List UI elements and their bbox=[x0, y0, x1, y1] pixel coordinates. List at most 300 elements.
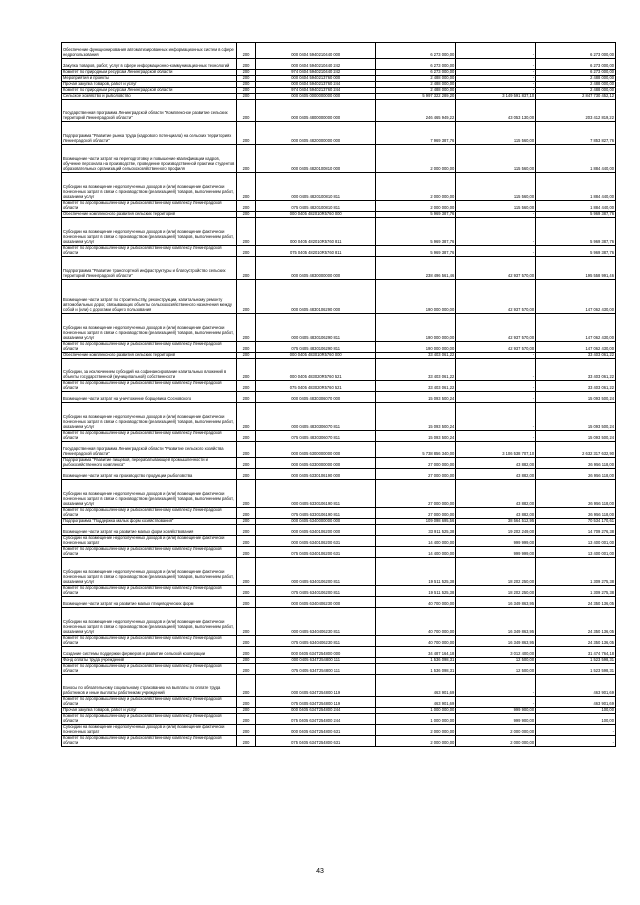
row-approved-amount: 27 000 000,00 bbox=[376, 508, 456, 519]
row-unexecuted-amount: 1 884 440,00 bbox=[536, 201, 616, 212]
row-approved-amount: 33 403 061,22 bbox=[376, 353, 456, 359]
table-row bbox=[62, 201, 616, 212]
row-approved-amount: 190 000 000,00 bbox=[376, 280, 456, 314]
row-unexecuted-amount: - bbox=[536, 736, 616, 747]
row-name: Подпрограмма "Поддержка малых форм хозяйствования" bbox=[62, 519, 237, 525]
row-budget-code: 000 0404 5940213760 000 bbox=[256, 76, 376, 82]
row-budget-code: 000 0405 4830306070 811 bbox=[256, 403, 376, 431]
row-executed-amount: 115 560,00 bbox=[456, 173, 536, 201]
row-approved-amount: 15 093 500,24 bbox=[376, 403, 456, 431]
row-approved-amount: 27 000 000,00 bbox=[376, 480, 456, 508]
row-approved-amount: 27 000 000,00 bbox=[376, 458, 456, 469]
row-unexecuted-amount: 1 523 598,31 bbox=[536, 664, 616, 675]
table-row bbox=[62, 675, 616, 697]
table-row bbox=[62, 88, 616, 94]
row-unexecuted-amount: 26 956 118,00 bbox=[536, 508, 616, 519]
row-name: Сельское хозяйство и рыболовство bbox=[62, 94, 237, 100]
row-line-code: 200 bbox=[236, 76, 255, 82]
row-unexecuted-amount: 15 093 500,24 bbox=[536, 403, 616, 431]
table-row bbox=[62, 145, 616, 173]
row-executed-amount: 115 560,00 bbox=[456, 201, 536, 212]
table-row bbox=[62, 442, 616, 458]
row-unexecuted-amount: 1 884 440,00 bbox=[536, 145, 616, 173]
table-row bbox=[62, 342, 616, 353]
row-name: Субсидии на возмещение недополученных доходов и (или) возмещение фактически понесенных затрат в связи с производством (реализацией) товаров, выполнением работ, оказанием услуг bbox=[62, 173, 237, 201]
row-name: Комитет по агропромышленному и рыбохозяйственному комплексу Ленинградской области bbox=[62, 736, 237, 747]
row-line-code: 200 bbox=[236, 201, 255, 212]
row-line-code: 200 bbox=[236, 342, 255, 353]
table-row bbox=[62, 725, 616, 736]
row-budget-code: 075 0405 483020R5760 521 bbox=[256, 381, 376, 392]
table-row bbox=[62, 353, 616, 359]
row-unexecuted-amount: 463 901,69 bbox=[536, 697, 616, 708]
row-unexecuted-amount: 2 632 317 632,90 bbox=[536, 442, 616, 458]
row-unexecuted-amount: 26 956 118,00 bbox=[536, 480, 616, 508]
row-executed-amount: 43 882,00 bbox=[456, 508, 536, 519]
row-unexecuted-amount: 147 062 430,00 bbox=[536, 342, 616, 353]
row-unexecuted-amount: 203 412 819,22 bbox=[536, 100, 616, 122]
row-executed-amount: - bbox=[456, 403, 536, 431]
row-executed-amount: 2 000 000,00 bbox=[456, 736, 536, 747]
row-line-code: 200 bbox=[236, 59, 255, 70]
row-approved-amount: 14 400 000,00 bbox=[376, 547, 456, 558]
row-approved-amount: 190 000 000,00 bbox=[376, 314, 456, 342]
row-executed-amount: - bbox=[456, 212, 536, 218]
row-unexecuted-amount: 6 273 000,00 bbox=[536, 43, 616, 59]
row-line-code: 200 bbox=[236, 547, 255, 558]
row-approved-amount: 5 969 387,76 bbox=[376, 218, 456, 246]
row-line-code: 200 bbox=[236, 519, 255, 525]
row-budget-code: 000 0404 5940213760 244 bbox=[256, 82, 376, 88]
table-row bbox=[62, 122, 616, 145]
row-budget-code: 075 0405 634T254800 119 bbox=[256, 697, 376, 708]
row-budget-code: 000 0405 634T254800 111 bbox=[256, 658, 376, 664]
table-row bbox=[62, 100, 616, 122]
row-budget-code: 000 0405 6340406230 811 bbox=[256, 608, 376, 636]
row-name: Комитет по природным ресурсам Ленинградской области bbox=[62, 88, 237, 94]
row-executed-amount: - bbox=[456, 70, 536, 76]
row-executed-amount: 999 999,00 bbox=[456, 547, 536, 558]
row-unexecuted-amount: 2 847 730 452,12 bbox=[536, 94, 616, 100]
table-row bbox=[62, 525, 616, 536]
row-line-code: 200 bbox=[236, 508, 255, 519]
table-row bbox=[62, 647, 616, 658]
row-line-code: 200 bbox=[236, 392, 255, 403]
row-executed-amount: - bbox=[456, 76, 536, 82]
row-budget-code: 000 0405 482010R5760 000 bbox=[256, 212, 376, 218]
table-row bbox=[62, 43, 616, 59]
row-executed-amount: 115 560,00 bbox=[456, 122, 536, 145]
row-unexecuted-amount: 33 403 061,22 bbox=[536, 353, 616, 359]
table-row bbox=[62, 597, 616, 608]
table-row bbox=[62, 547, 616, 558]
row-approved-amount: 40 700 000,00 bbox=[376, 597, 456, 608]
row-unexecuted-amount: 33 403 061,22 bbox=[536, 381, 616, 392]
row-name: Государственная программа Ленинградской области "Комплексное развитие сельских территорий Ленинградской области" bbox=[62, 100, 237, 122]
table-row bbox=[62, 558, 616, 586]
row-name: Комитет по агропромышленному и рыбохозяйственному комплексу Ленинградской области bbox=[62, 246, 237, 257]
row-approved-amount: 2 488 000,00 bbox=[376, 88, 456, 94]
row-budget-code: 075 0405 4830106290 811 bbox=[256, 342, 376, 353]
row-line-code: 200 bbox=[236, 675, 255, 697]
row-approved-amount: 33 911 525,38 bbox=[376, 525, 456, 536]
row-unexecuted-amount: 70 534 170,61 bbox=[536, 519, 616, 525]
row-executed-amount: - bbox=[456, 675, 536, 697]
row-executed-amount: 38 564 512,95 bbox=[456, 519, 536, 525]
row-budget-code: 000 0405 6340106200 631 bbox=[256, 536, 376, 547]
row-approved-amount: 33 403 061,22 bbox=[376, 359, 456, 381]
table-row bbox=[62, 586, 616, 597]
row-approved-amount: 1 536 098,31 bbox=[376, 658, 456, 664]
row-executed-amount: 18 202 250,00 bbox=[456, 586, 536, 597]
row-unexecuted-amount: - bbox=[536, 725, 616, 736]
row-budget-code: 000 0405 482010R5760 811 bbox=[256, 218, 376, 246]
row-budget-code: 000 0405 6340106200 811 bbox=[256, 558, 376, 586]
row-unexecuted-amount: 14 709 276,38 bbox=[536, 525, 616, 536]
row-executed-amount: - bbox=[456, 82, 536, 88]
row-executed-amount: 43 053 130,00 bbox=[456, 100, 536, 122]
table-row bbox=[62, 480, 616, 508]
table-row bbox=[62, 608, 616, 636]
table-row bbox=[62, 536, 616, 547]
table-row bbox=[62, 246, 616, 257]
table-row bbox=[62, 280, 616, 314]
row-line-code: 200 bbox=[236, 403, 255, 431]
table-row bbox=[62, 664, 616, 675]
row-executed-amount: 16 349 863,95 bbox=[456, 608, 536, 636]
row-unexecuted-amount: 26 956 118,00 bbox=[536, 469, 616, 480]
row-line-code: 200 bbox=[236, 608, 255, 636]
table-row bbox=[62, 403, 616, 431]
row-unexecuted-amount: 147 062 430,00 bbox=[536, 280, 616, 314]
row-unexecuted-amount: 6 273 000,00 bbox=[536, 59, 616, 70]
row-line-code: 200 bbox=[236, 708, 255, 714]
budget-report-page bbox=[61, 42, 616, 747]
row-executed-amount: 999 999,00 bbox=[456, 536, 536, 547]
row-approved-amount: 6 273 000,00 bbox=[376, 59, 456, 70]
row-executed-amount: 999 900,00 bbox=[456, 714, 536, 725]
table-body bbox=[62, 43, 616, 747]
row-name: Подпрограмма "Развитие транспортной инфраструктуры и благоустройство сельских территорий Ленинградской области" bbox=[62, 257, 237, 280]
table-row bbox=[62, 431, 616, 442]
table-row bbox=[62, 458, 616, 469]
row-budget-code: 000 0405 0000000000 000 bbox=[256, 94, 376, 100]
row-name: Комитет по агропромышленному и рыбохозяйственному комплексу Ленинградской области bbox=[62, 636, 237, 647]
row-name: Возмещение части затрат на переподготовку и повышение квалификации кадров, обучение персонала на производстве, проведение производственной практики студентов образовательных организаций сельскохозяйственного профиля bbox=[62, 145, 237, 173]
row-line-code: 200 bbox=[236, 469, 255, 480]
row-budget-code: 000 0405 4820100810 811 bbox=[256, 173, 376, 201]
row-approved-amount: 5 997 322 289,20 bbox=[376, 94, 456, 100]
row-budget-code: 000 0405 483020R5760 521 bbox=[256, 359, 376, 381]
table-row bbox=[62, 636, 616, 647]
row-name: Комитет по природным ресурсам Ленинградской области bbox=[62, 70, 237, 76]
row-budget-code: 000 0405 634T254800 631 bbox=[256, 725, 376, 736]
row-line-code: 200 bbox=[236, 647, 255, 658]
row-line-code: 200 bbox=[236, 458, 255, 469]
row-executed-amount: 999 900,00 bbox=[456, 708, 536, 714]
row-line-code: 200 bbox=[236, 558, 255, 586]
row-line-code: 200 bbox=[236, 725, 255, 736]
row-budget-code: 000 0405 4830106290 811 bbox=[256, 314, 376, 342]
row-unexecuted-amount: 24 350 136,05 bbox=[536, 597, 616, 608]
row-name: Прочая закупка товаров, работ и услуг bbox=[62, 708, 237, 714]
row-name: Комитет по агропромышленному и рыбохозяйственному комплексу Ленинградской области bbox=[62, 508, 237, 519]
row-line-code: 200 bbox=[236, 314, 255, 342]
row-executed-amount: - bbox=[456, 88, 536, 94]
table-row bbox=[62, 257, 616, 280]
row-budget-code: 000 0405 6300000000 000 bbox=[256, 442, 376, 458]
row-executed-amount: 3 149 591 837,10 bbox=[456, 94, 536, 100]
row-line-code: 200 bbox=[236, 246, 255, 257]
row-budget-code: 000 0405 634T254800 119 bbox=[256, 675, 376, 697]
table-row bbox=[62, 381, 616, 392]
row-approved-amount: 5 969 387,76 bbox=[376, 246, 456, 257]
row-line-code: 200 bbox=[236, 212, 255, 218]
row-budget-code: 075 0405 6340406230 811 bbox=[256, 636, 376, 647]
row-budget-code: 974 0404 5940213760 244 bbox=[256, 88, 376, 94]
row-executed-amount: 18 202 250,00 bbox=[456, 558, 536, 586]
row-line-code: 200 bbox=[236, 100, 255, 122]
row-approved-amount: 1 000 000,00 bbox=[376, 714, 456, 725]
row-line-code: 200 bbox=[236, 280, 255, 314]
row-unexecuted-amount: 1 309 275,38 bbox=[536, 558, 616, 586]
row-unexecuted-amount: 1 884 440,00 bbox=[536, 173, 616, 201]
row-unexecuted-amount: 147 062 430,00 bbox=[536, 314, 616, 342]
row-executed-amount: - bbox=[456, 359, 536, 381]
row-line-code: 200 bbox=[236, 359, 255, 381]
row-budget-code: 075 0405 634T254800 111 bbox=[256, 664, 376, 675]
row-unexecuted-amount: 13 400 001,00 bbox=[536, 536, 616, 547]
row-name: Обеспечение комплексного развития сельских территорий bbox=[62, 212, 237, 218]
row-unexecuted-amount: 463 901,69 bbox=[536, 675, 616, 697]
row-approved-amount: 463 901,69 bbox=[376, 697, 456, 708]
row-executed-amount: 2 000 000,00 bbox=[456, 725, 536, 736]
row-approved-amount: 15 093 500,24 bbox=[376, 431, 456, 442]
row-line-code: 200 bbox=[236, 736, 255, 747]
row-executed-amount: - bbox=[456, 59, 536, 70]
row-unexecuted-amount: 13 400 001,00 bbox=[536, 547, 616, 558]
row-approved-amount: 190 000 000,00 bbox=[376, 342, 456, 353]
row-name: Возмещение части затрат на развитие малых птицеводческих форм bbox=[62, 597, 237, 608]
row-budget-code: 000 0405 4820000000 000 bbox=[256, 122, 376, 145]
row-unexecuted-amount: 6 273 000,00 bbox=[536, 70, 616, 76]
row-name: Субсидии на возмещение недополученных доходов и (или) возмещение фактически понесенных затрат в связи с производством (реализацией) товаров, выполнением работ, оказанием услуг bbox=[62, 314, 237, 342]
row-approved-amount: 1 000 000,00 bbox=[376, 708, 456, 714]
row-name: Комитет по агропромышленному и рыбохозяйственному комплексу Ленинградской области bbox=[62, 586, 237, 597]
row-unexecuted-amount: 100,00 bbox=[536, 708, 616, 714]
row-line-code: 200 bbox=[236, 218, 255, 246]
row-name: Комитет по агропромышленному и рыбохозяйственному комплексу Ленинградской области bbox=[62, 714, 237, 725]
table-row bbox=[62, 359, 616, 381]
row-executed-amount: 43 882,00 bbox=[456, 480, 536, 508]
row-approved-amount: 2 000 000,00 bbox=[376, 736, 456, 747]
row-name: Субсидии на возмещение недополученных доходов и (или) возмещение фактически понесенных затрат bbox=[62, 725, 237, 736]
row-budget-code: 000 0405 4800000000 000 bbox=[256, 100, 376, 122]
row-name: Субсидии на возмещение недополученных доходов и (или) возмещение фактически понесенных затрат bbox=[62, 536, 237, 547]
row-approved-amount: 2 000 000,00 bbox=[376, 145, 456, 173]
row-approved-amount: 5 738 856 340,00 bbox=[376, 442, 456, 458]
table-row bbox=[62, 697, 616, 708]
row-line-code: 200 bbox=[236, 43, 255, 59]
row-budget-code: 000 0405 6340106200 000 bbox=[256, 525, 376, 536]
row-executed-amount: 12 500,00 bbox=[456, 658, 536, 664]
row-executed-amount: - bbox=[456, 218, 536, 246]
row-line-code: 200 bbox=[236, 525, 255, 536]
row-unexecuted-amount: 15 093 500,24 bbox=[536, 431, 616, 442]
row-approved-amount: 1 536 098,31 bbox=[376, 664, 456, 675]
row-approved-amount: 2 000 000,00 bbox=[376, 725, 456, 736]
row-approved-amount: 109 098 695,56 bbox=[376, 519, 456, 525]
row-unexecuted-amount: 7 853 827,76 bbox=[536, 122, 616, 145]
row-name: Комитет по агропромышленному и рыбохозяйственному комплексу Ленинградской области bbox=[62, 431, 237, 442]
row-name: Комитет по агропромышленному и рыбохозяйственному комплексу Ленинградской области bbox=[62, 547, 237, 558]
row-unexecuted-amount: 5 969 387,76 bbox=[536, 212, 616, 218]
row-line-code: 200 bbox=[236, 145, 255, 173]
row-approved-amount: 27 000 000,00 bbox=[376, 469, 456, 480]
row-unexecuted-amount: 195 558 991,46 bbox=[536, 257, 616, 280]
row-approved-amount: 2 488 000,00 bbox=[376, 82, 456, 88]
row-executed-amount: - bbox=[456, 431, 536, 442]
table-row bbox=[62, 70, 616, 76]
row-budget-code: 000 0405 6330000000 000 bbox=[256, 458, 376, 469]
row-budget-code: 000 0405 6340000000 000 bbox=[256, 519, 376, 525]
table-row bbox=[62, 469, 616, 480]
row-name: Субсидии на возмещение недополученных доходов и (или) возмещение фактически понесенных затрат в связи с производством (реализацией) товаров, выполнением работ, оказанием услуг bbox=[62, 218, 237, 246]
row-name: Возмещение части затрат на развитие малых форм хозяйствования bbox=[62, 525, 237, 536]
row-name: Возмещение части затрат по строительству, реконструкции, капитальному ремонту автомобильных дорог, связывающих объекты сельскохозяйственного назначения между собой и (или) с дорогами общего пользования bbox=[62, 280, 237, 314]
row-name: Создание системы поддержки фермеров и развитие сельской кооперации bbox=[62, 647, 237, 658]
row-approved-amount: 2 000 000,00 bbox=[376, 173, 456, 201]
row-approved-amount: 40 700 000,00 bbox=[376, 608, 456, 636]
row-name: Подпрограмма "Развитие пищевой, перерабатывающей промышленности и рыбохозяйственного комплекса" bbox=[62, 458, 237, 469]
row-budget-code: 075 0405 482010R5760 811 bbox=[256, 246, 376, 257]
row-budget-code: 000 0405 483010R5760 000 bbox=[256, 353, 376, 359]
row-name: Мероприятия и проекты bbox=[62, 76, 237, 82]
row-line-code: 200 bbox=[236, 257, 255, 280]
row-name: Возмещение части затрат на производство продукции рыболовства bbox=[62, 469, 237, 480]
row-approved-amount: 19 511 525,38 bbox=[376, 558, 456, 586]
row-executed-amount: 42 937 570,00 bbox=[456, 342, 536, 353]
row-line-code: 200 bbox=[236, 597, 255, 608]
row-approved-amount: 15 093 500,24 bbox=[376, 392, 456, 403]
row-executed-amount: - bbox=[456, 246, 536, 257]
row-unexecuted-amount: 100,00 bbox=[536, 714, 616, 725]
row-unexecuted-amount: 1 523 598,31 bbox=[536, 658, 616, 664]
row-budget-code: 000 0405 6340406230 000 bbox=[256, 597, 376, 608]
row-budget-code: 000 0404 5940210440 000 bbox=[256, 43, 376, 59]
row-line-code: 200 bbox=[236, 122, 255, 145]
row-unexecuted-amount: 26 956 118,00 bbox=[536, 458, 616, 469]
row-executed-amount: 12 500,00 bbox=[456, 664, 536, 675]
row-unexecuted-amount: 1 309 275,38 bbox=[536, 586, 616, 597]
row-name: Субсидии на возмещение недополученных доходов и (или) возмещение фактически понесенных затрат в связи с производством (реализацией) товаров, выполнением работ, оказанием услуг bbox=[62, 558, 237, 586]
row-budget-code: 075 0405 6340106200 811 bbox=[256, 586, 376, 597]
row-approved-amount: 5 969 387,76 bbox=[376, 212, 456, 218]
row-budget-code: 000 0405 4820100810 000 bbox=[256, 145, 376, 173]
table-row bbox=[62, 392, 616, 403]
row-line-code: 200 bbox=[236, 82, 255, 88]
row-name: Субсидии на возмещение недополученных доходов и (или) возмещение фактически понесенных затрат в связи с производством (реализацией) товаров, выполнением работ, оказанием услуг bbox=[62, 403, 237, 431]
row-budget-code: 000 0405 6330106190 811 bbox=[256, 480, 376, 508]
row-line-code: 200 bbox=[236, 94, 255, 100]
row-budget-code: 075 0405 4830306070 811 bbox=[256, 431, 376, 442]
row-executed-amount: - bbox=[456, 381, 536, 392]
row-line-code: 200 bbox=[236, 714, 255, 725]
row-budget-code: 000 0405 4830306070 000 bbox=[256, 392, 376, 403]
row-executed-amount: 43 882,00 bbox=[456, 469, 536, 480]
table-row bbox=[62, 519, 616, 525]
row-name: Комитет по агропромышленному и рыбохозяйственному комплексу Ленинградской области bbox=[62, 342, 237, 353]
row-approved-amount: 34 487 164,18 bbox=[376, 647, 456, 658]
table-row bbox=[62, 714, 616, 725]
row-name: Взносы по обязательному социальному страхованию на выплаты по оплате труда работников и иные выплаты работникам учреждений bbox=[62, 675, 237, 697]
row-executed-amount: 19 202 249,00 bbox=[456, 525, 536, 536]
row-approved-amount: 238 496 561,46 bbox=[376, 257, 456, 280]
row-unexecuted-amount: 24 350 136,05 bbox=[536, 608, 616, 636]
row-line-code: 200 bbox=[236, 442, 255, 458]
row-line-code: 200 bbox=[236, 381, 255, 392]
row-budget-code: 000 0405 634T254800 244 bbox=[256, 708, 376, 714]
row-line-code: 200 bbox=[236, 431, 255, 442]
row-name: Подпрограмма "Развитие рынка труда (кадрового потенциала) на сельских территориях Ленинградской области" bbox=[62, 122, 237, 145]
row-unexecuted-amount: 24 350 136,05 bbox=[536, 636, 616, 647]
row-name: Государственная программа Ленинградской области "Развитие сельского хозяйства Ленинградской области" bbox=[62, 442, 237, 458]
row-approved-amount: 14 400 000,00 bbox=[376, 536, 456, 547]
table-row bbox=[62, 314, 616, 342]
row-line-code: 200 bbox=[236, 88, 255, 94]
row-name: Субсидии на возмещение недополученных доходов и (или) возмещение фактически понесенных затрат в связи с производством (реализацией) товаров, выполнением работ, оказанием услуг bbox=[62, 608, 237, 636]
row-unexecuted-amount: 33 403 061,22 bbox=[536, 359, 616, 381]
row-approved-amount: 2 000 000,00 bbox=[376, 201, 456, 212]
row-executed-amount: 42 937 570,00 bbox=[456, 314, 536, 342]
row-approved-amount: 7 969 387,76 bbox=[376, 122, 456, 145]
row-approved-amount: 246 465 949,22 bbox=[376, 100, 456, 122]
row-line-code: 200 bbox=[236, 353, 255, 359]
row-budget-code: 000 0405 4830000000 000 bbox=[256, 257, 376, 280]
table-row bbox=[62, 59, 616, 70]
page-number: 43 bbox=[316, 868, 324, 875]
row-executed-amount: - bbox=[456, 43, 536, 59]
row-executed-amount: 3 106 538 707,10 bbox=[456, 442, 536, 458]
row-executed-amount: 42 937 570,00 bbox=[456, 257, 536, 280]
row-approved-amount: 6 273 000,00 bbox=[376, 43, 456, 59]
row-line-code: 200 bbox=[236, 480, 255, 508]
row-budget-code: 000 0405 634T254800 000 bbox=[256, 647, 376, 658]
row-unexecuted-amount: 2 488 000,00 bbox=[536, 76, 616, 82]
table-row bbox=[62, 736, 616, 747]
row-name: Возмещение части затрат на уничтожение борщевика Сосновского bbox=[62, 392, 237, 403]
row-budget-code: 000 0405 6330106190 000 bbox=[256, 469, 376, 480]
row-line-code: 200 bbox=[236, 658, 255, 664]
row-unexecuted-amount: 5 969 387,76 bbox=[536, 246, 616, 257]
row-line-code: 200 bbox=[236, 697, 255, 708]
row-budget-code: 075 0405 6330106190 811 bbox=[256, 508, 376, 519]
row-name: Фонд оплаты труда учреждений bbox=[62, 658, 237, 664]
row-executed-amount: - bbox=[456, 697, 536, 708]
row-approved-amount: 40 700 000,00 bbox=[376, 636, 456, 647]
row-name: Комитет по агропромышленному и рыбохозяйственному комплексу Ленинградской области bbox=[62, 697, 237, 708]
row-executed-amount: 16 349 863,95 bbox=[456, 636, 536, 647]
row-budget-code: 974 0404 5940210440 242 bbox=[256, 70, 376, 76]
row-name: Комитет по агропромышленному и рыбохозяйственному комплексу Ленинградской области bbox=[62, 201, 237, 212]
row-executed-amount: 115 560,00 bbox=[456, 145, 536, 173]
row-name: Комитет по агропромышленному и рыбохозяйственному комплексу Ленинградской области bbox=[62, 664, 237, 675]
row-budget-code: 075 0405 6340106200 631 bbox=[256, 547, 376, 558]
row-unexecuted-amount: 5 969 387,76 bbox=[536, 218, 616, 246]
table-row bbox=[62, 212, 616, 218]
row-line-code: 200 bbox=[236, 70, 255, 76]
row-name: Комитет по агропромышленному и рыбохозяйственному комплексу Ленинградской области bbox=[62, 381, 237, 392]
